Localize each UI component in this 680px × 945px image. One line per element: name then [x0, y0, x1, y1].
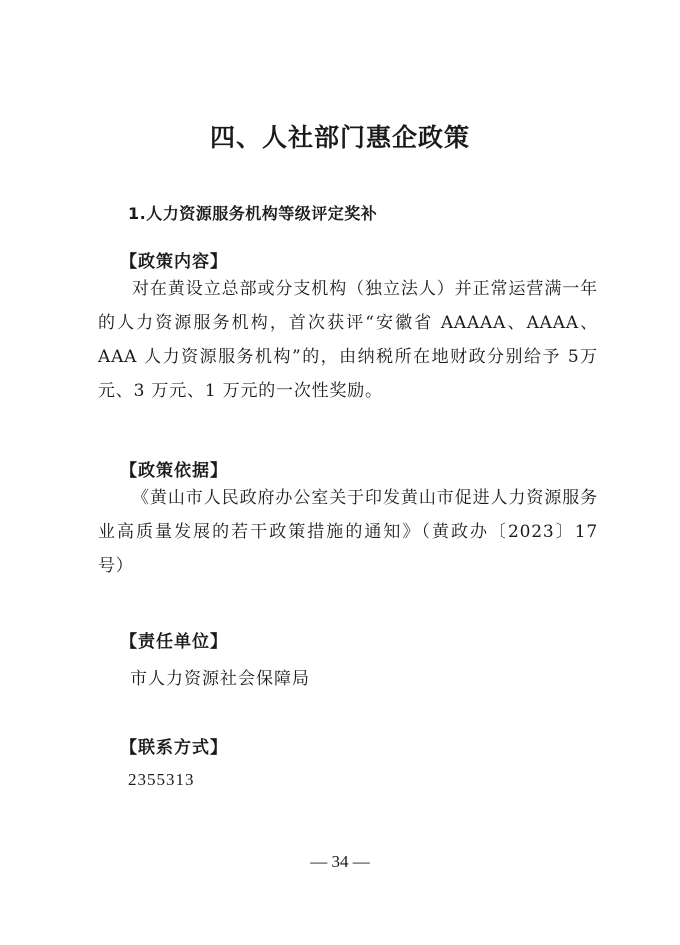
page-number: — 34 —: [310, 852, 370, 871]
section-title: 1.人力资源服务机构等级评定奖补: [128, 204, 378, 223]
policy-content-label: 【政策内容】: [120, 252, 228, 272]
responsible-unit-text: 市人力资源社会保障局: [130, 669, 310, 689]
responsible-unit-label: 【责任单位】: [120, 632, 228, 652]
contact-phone: 2355313: [128, 770, 195, 789]
policy-basis-text: 《黄山市人民政府办公室关于印发黄山市促进人力资源服务业高质量发展的若干政策措施的通知》（黄政办〔2023〕17 号）: [98, 488, 598, 576]
chapter-title: 四、人社部门惠企政策: [209, 123, 470, 152]
policy-basis-label: 【政策依据】: [120, 461, 228, 481]
policy-content-text: 对在黄设立总部或分支机构（独立法人）并正常运营满一年的人力资源服务机构，首次获评“安徽省 AAAAA、AAAA、AAA 人力资源服务机构”的，由纳税所在地财政分别给予 5万元、3 万元、1 万元的一次性奖励。: [98, 279, 598, 401]
contact-label: 【联系方式】: [120, 738, 228, 758]
